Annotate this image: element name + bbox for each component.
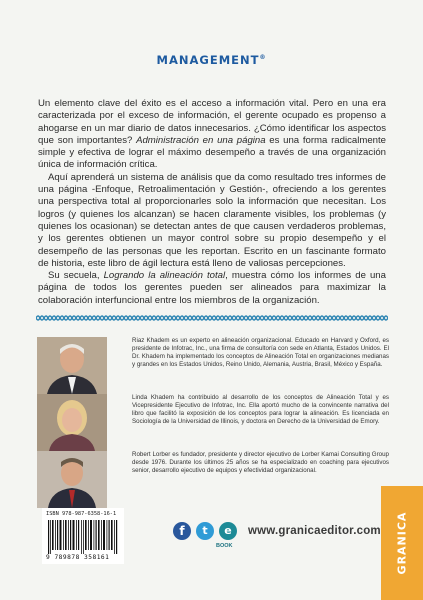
- back-cover-blurb: [38, 98, 386, 307]
- publisher-name: GRANICA: [395, 511, 409, 575]
- blurb-text: , muestra cómo los informes de una página de todos los gerentes pueden ser alineados para maximizar la colaboración interfuncional entre los miembros de la organización.: [38, 270, 386, 306]
- publisher-tab: [381, 486, 423, 600]
- ornamental-divider: [36, 313, 388, 323]
- blurb-paragraph-3: [38, 270, 386, 307]
- publisher-website-link[interactable]: www.granicaeditor.com: [248, 525, 381, 537]
- isbn-number: 9 789878 358161: [46, 554, 110, 561]
- barcode: [48, 520, 118, 554]
- bio-text: Linda Khadem ha contribuido al desarrollo de los conceptos de Alineación Total y es Vicepresidente Ejecutivo de Infotrac, Inc. Ella aportó mucho de la convincente narrativa del libro que facilitó la exposición de los conceptos para lograr la alineación. Es licenciada en Sociología de la Universidad de Illinois, y doctora en Derecho de la Universidad de Emory.: [132, 394, 389, 425]
- blurb-text: Su secuela,: [48, 270, 104, 282]
- bio-text: Riaz Khadem es un experto en alineación organizacional. Educado en Harvard y Oxford, es presidente de Infotrac, Inc., una firma de consultoría con sede en Atlanta, Estados Unidos. El Dr. Khadem ha implementado los conceptos de Alineación Total en organizaciones medianas y grandes en los Estados Unidos, Reino Unido, Alemania, Austria, Brasil, México y España.: [132, 337, 389, 368]
- isbn-label: ISBN 978-987-6358-16-1: [46, 511, 117, 517]
- author-photo-robert: [37, 451, 107, 508]
- book-title-em: Administración en una página: [136, 134, 266, 146]
- sequel-title-em: Logrando la alineación total: [103, 270, 226, 282]
- author-photo-riaz: [37, 337, 107, 394]
- blurb-text: es una forma radicalmente simple y efectiva de lograr el máximo desempeño a través de una organización única de información crítica.: [38, 134, 387, 171]
- registered-mark: ®: [259, 54, 267, 62]
- twitter-icon[interactable]: t: [196, 522, 214, 540]
- blurb-text: Un elemento clave del éxito es el acceso a información vital. Pero en una era caracterizada por el exceso de información, el gerente ocupado es propenso a ahogarse en un mar diario de datos innecesarios. ¿Cómo identificar los aspectos que son importantes?: [38, 98, 386, 146]
- blurb-paragraph-2: Aquí aprenderá un sistema de análisis que da como resultado tres informes de una página -Enfoque, Retroalimentación y Gestión-, ofreciendo a los gerentes una perspectiva total al proporcionarles solo la información que necesitan. Los logros (y quienes los alcanzan) se hacen claramente visibles, los problemas (y quienes los ocasionan) se detectan antes de que causen verdaderos problemas, y los gerentes obtienen un mayor control sobre su propio desempeño y el desempeño de las personas que les reportan. Escrito en un fascinante formato de historia, este libro de ágil lectura está lleno de valiosas percepciones.: [38, 171, 386, 269]
- back-cover-footer: [0, 504, 423, 600]
- ebook-icon[interactable]: e: [219, 522, 237, 540]
- series-logo: [0, 53, 423, 67]
- bio-text: Robert Lorber es fundador, presidente y director ejecutivo de Lorber Kamai Consulting Group desde 1976. Durante los últimos 25 años se ha especializado en coaching para ejecutivos senior, desarrollo ejecutivo de equipos y efectividad organizacional.: [132, 451, 389, 474]
- isbn-barcode-block: [42, 508, 124, 564]
- series-logo-initial: M: [156, 53, 169, 67]
- blurb-paragraph-1: [38, 98, 386, 172]
- facebook-icon[interactable]: f: [173, 522, 191, 540]
- author-photo-linda: [37, 394, 107, 451]
- ebook-label: BOOK: [216, 543, 233, 549]
- series-logo-text: ANAGEMENT: [168, 53, 260, 67]
